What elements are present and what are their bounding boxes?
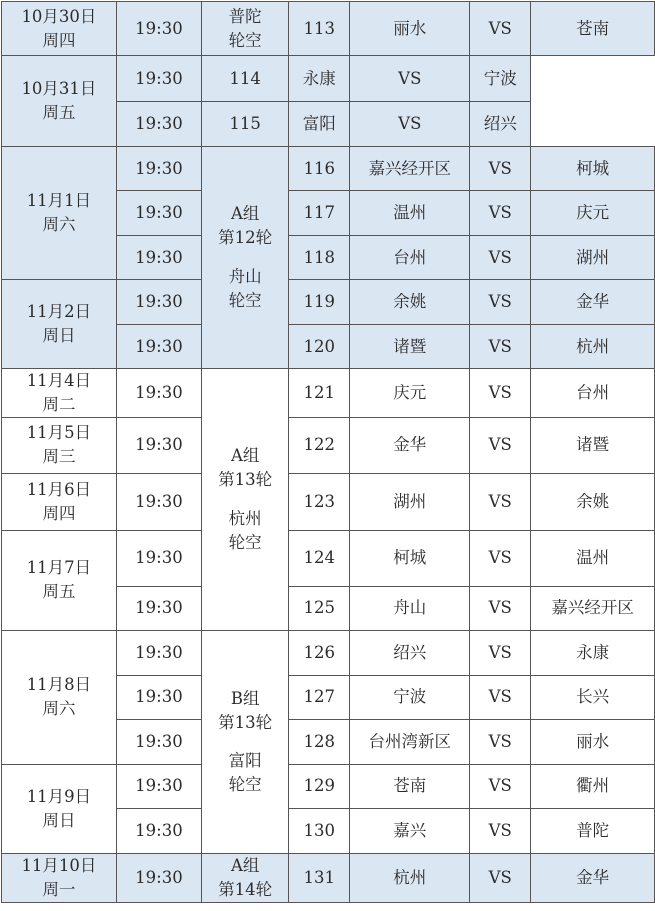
match-number: 130 xyxy=(289,808,350,853)
round-info-cell xyxy=(201,2,288,56)
vs-label: VS xyxy=(470,236,531,280)
kickoff-time: 19:30 xyxy=(116,853,201,902)
away-team: 温州 xyxy=(531,530,655,586)
round-info-cell xyxy=(201,630,288,853)
home-team: 宁波 xyxy=(350,675,470,719)
weekday-label: 周五 xyxy=(42,582,76,602)
vs-label: VS xyxy=(470,191,531,236)
away-team: 衢州 xyxy=(531,764,655,808)
date-cell xyxy=(2,764,117,853)
match-row xyxy=(2,369,655,418)
match-number: 118 xyxy=(289,236,350,280)
vs-label: VS xyxy=(470,719,531,764)
kickoff-time: 19:30 xyxy=(116,236,201,280)
home-team: 苍南 xyxy=(350,764,470,808)
home-team: 舟山 xyxy=(350,586,470,630)
away-team: 苍南 xyxy=(531,2,655,56)
weekday-label: 周三 xyxy=(42,447,76,467)
kickoff-time: 19:30 xyxy=(116,325,201,369)
home-team: 温州 xyxy=(350,191,470,236)
kickoff-time: 19:30 xyxy=(116,530,201,586)
match-number: 116 xyxy=(289,147,350,191)
away-team: 绍兴 xyxy=(470,102,531,147)
home-team: 台州 xyxy=(350,236,470,280)
home-team: 诸暨 xyxy=(350,325,470,369)
kickoff-time: 19:30 xyxy=(116,586,201,630)
date-label: 11月1日 xyxy=(26,191,92,211)
round-info-line: 轮空 xyxy=(228,775,262,795)
date-label: 11月6日 xyxy=(26,479,92,499)
home-team: 湖州 xyxy=(350,473,470,530)
away-team: 丽水 xyxy=(531,719,655,764)
match-row xyxy=(2,417,655,473)
match-number: 124 xyxy=(289,530,350,586)
round-info-line: 富阳 xyxy=(228,751,262,771)
weekday-label: 周二 xyxy=(42,394,76,414)
match-number: 113 xyxy=(289,2,350,56)
kickoff-time: 19:30 xyxy=(116,2,201,56)
match-row xyxy=(2,2,655,56)
date-cell xyxy=(2,853,117,902)
match-number: 131 xyxy=(289,853,350,902)
round-info-line: A组 xyxy=(230,204,260,224)
round-info-line: 第13轮 xyxy=(218,712,273,732)
away-team: 湖州 xyxy=(531,236,655,280)
kickoff-time: 19:30 xyxy=(116,191,201,236)
vs-label: VS xyxy=(470,675,531,719)
away-team: 宁波 xyxy=(470,56,531,102)
match-number: 123 xyxy=(289,473,350,530)
vs-label: VS xyxy=(470,280,531,325)
match-number: 119 xyxy=(289,280,350,325)
round-info-line: 第14轮 xyxy=(218,879,273,899)
match-schedule-table xyxy=(1,1,655,903)
vs-label: VS xyxy=(470,586,531,630)
match-number: 129 xyxy=(289,764,350,808)
away-team: 庆元 xyxy=(531,191,655,236)
date-cell xyxy=(2,530,117,630)
match-number: 117 xyxy=(289,191,350,236)
home-team: 庆元 xyxy=(350,369,470,418)
kickoff-time: 19:30 xyxy=(116,56,201,102)
date-cell xyxy=(2,473,117,530)
round-info-line: A组 xyxy=(230,446,260,466)
match-number: 128 xyxy=(289,719,350,764)
away-team: 金华 xyxy=(531,280,655,325)
date-label: 11月10日 xyxy=(21,855,97,875)
vs-label: VS xyxy=(470,530,531,586)
match-number: 121 xyxy=(289,369,350,418)
kickoff-time: 19:30 xyxy=(116,473,201,530)
date-cell xyxy=(2,280,117,369)
date-label: 11月8日 xyxy=(26,675,92,695)
kickoff-time: 19:30 xyxy=(116,719,201,764)
vs-label: VS xyxy=(470,630,531,675)
home-team: 台州湾新区 xyxy=(350,719,470,764)
match-row xyxy=(2,147,655,191)
vs-label: VS xyxy=(470,764,531,808)
date-label: 11月5日 xyxy=(26,423,92,443)
away-team: 长兴 xyxy=(531,675,655,719)
vs-label: VS xyxy=(350,56,470,102)
round-info-line: 普陀 xyxy=(228,6,262,26)
home-team: 富阳 xyxy=(289,102,350,147)
home-team: 嘉兴 xyxy=(350,808,470,853)
round-spacer xyxy=(202,250,288,265)
weekday-label: 周日 xyxy=(42,810,76,830)
home-team: 金华 xyxy=(350,417,470,473)
date-label: 11月7日 xyxy=(26,558,92,578)
vs-label: VS xyxy=(470,417,531,473)
round-info-cell xyxy=(201,853,288,902)
home-team: 嘉兴经开区 xyxy=(350,147,470,191)
weekday-label: 周四 xyxy=(42,503,76,523)
vs-label: VS xyxy=(470,808,531,853)
round-info-line: 舟山 xyxy=(228,266,262,286)
home-team: 柯城 xyxy=(350,530,470,586)
kickoff-time: 19:30 xyxy=(116,102,201,147)
date-cell xyxy=(2,147,117,280)
date-label: 10月30日 xyxy=(21,6,97,26)
date-cell xyxy=(2,369,117,418)
match-row xyxy=(2,764,655,808)
round-info-line: 轮空 xyxy=(228,290,262,310)
round-info-line: 第12轮 xyxy=(218,228,273,248)
vs-label: VS xyxy=(350,102,470,147)
kickoff-time: 19:30 xyxy=(116,808,201,853)
kickoff-time: 19:30 xyxy=(116,630,201,675)
vs-label: VS xyxy=(470,325,531,369)
away-team: 金华 xyxy=(531,853,655,902)
away-team: 嘉兴经开区 xyxy=(531,586,655,630)
match-number: 125 xyxy=(289,586,350,630)
match-row xyxy=(2,473,655,530)
home-team: 余姚 xyxy=(350,280,470,325)
match-number: 127 xyxy=(289,675,350,719)
schedule-body xyxy=(2,2,655,903)
date-cell xyxy=(2,630,117,764)
kickoff-time: 19:30 xyxy=(116,764,201,808)
home-team: 丽水 xyxy=(350,2,470,56)
match-number: 114 xyxy=(201,56,288,102)
round-info-line: 轮空 xyxy=(228,532,262,552)
date-cell xyxy=(2,56,117,147)
round-info-line: 第13轮 xyxy=(218,470,273,490)
vs-label: VS xyxy=(470,853,531,902)
weekday-label: 周六 xyxy=(42,699,76,719)
away-team: 台州 xyxy=(531,369,655,418)
match-number: 120 xyxy=(289,325,350,369)
home-team: 杭州 xyxy=(350,853,470,902)
round-info-line: 杭州 xyxy=(228,508,262,528)
round-info-line: 轮空 xyxy=(228,30,262,50)
weekday-label: 周五 xyxy=(42,103,76,122)
kickoff-time: 19:30 xyxy=(116,675,201,719)
vs-label: VS xyxy=(470,2,531,56)
home-team: 永康 xyxy=(289,56,350,102)
date-label: 11月9日 xyxy=(26,786,92,806)
kickoff-time: 19:30 xyxy=(116,417,201,473)
round-info-cell xyxy=(201,147,288,369)
round-info-cell xyxy=(201,369,288,631)
vs-label: VS xyxy=(470,473,531,530)
away-team: 普陀 xyxy=(531,808,655,853)
date-cell xyxy=(2,417,117,473)
match-number: 115 xyxy=(201,102,288,147)
match-number: 122 xyxy=(289,417,350,473)
match-number: 126 xyxy=(289,630,350,675)
vs-label: VS xyxy=(470,147,531,191)
match-row xyxy=(2,280,655,325)
match-row xyxy=(2,530,655,586)
round-info-line: B组 xyxy=(230,688,260,708)
away-team: 杭州 xyxy=(531,325,655,369)
date-label: 10月31日 xyxy=(21,79,97,99)
home-team: 绍兴 xyxy=(350,630,470,675)
round-spacer xyxy=(202,492,288,507)
away-team: 永康 xyxy=(531,630,655,675)
kickoff-time: 19:30 xyxy=(116,147,201,191)
weekday-label: 周六 xyxy=(42,215,76,234)
round-info-line: A组 xyxy=(230,855,260,875)
date-label: 11月2日 xyxy=(26,302,92,322)
weekday-label: 周四 xyxy=(42,30,76,50)
kickoff-time: 19:30 xyxy=(116,369,201,418)
date-cell xyxy=(2,2,117,56)
round-spacer xyxy=(202,734,288,749)
away-team: 柯城 xyxy=(531,147,655,191)
match-row xyxy=(2,853,655,902)
vs-label: VS xyxy=(470,369,531,418)
match-row xyxy=(2,56,655,102)
date-label: 11月4日 xyxy=(26,371,92,390)
away-team: 余姚 xyxy=(531,473,655,530)
weekday-label: 周日 xyxy=(42,326,76,345)
weekday-label: 周一 xyxy=(42,879,76,899)
match-row xyxy=(2,630,655,675)
away-team: 诸暨 xyxy=(531,417,655,473)
kickoff-time: 19:30 xyxy=(116,280,201,325)
